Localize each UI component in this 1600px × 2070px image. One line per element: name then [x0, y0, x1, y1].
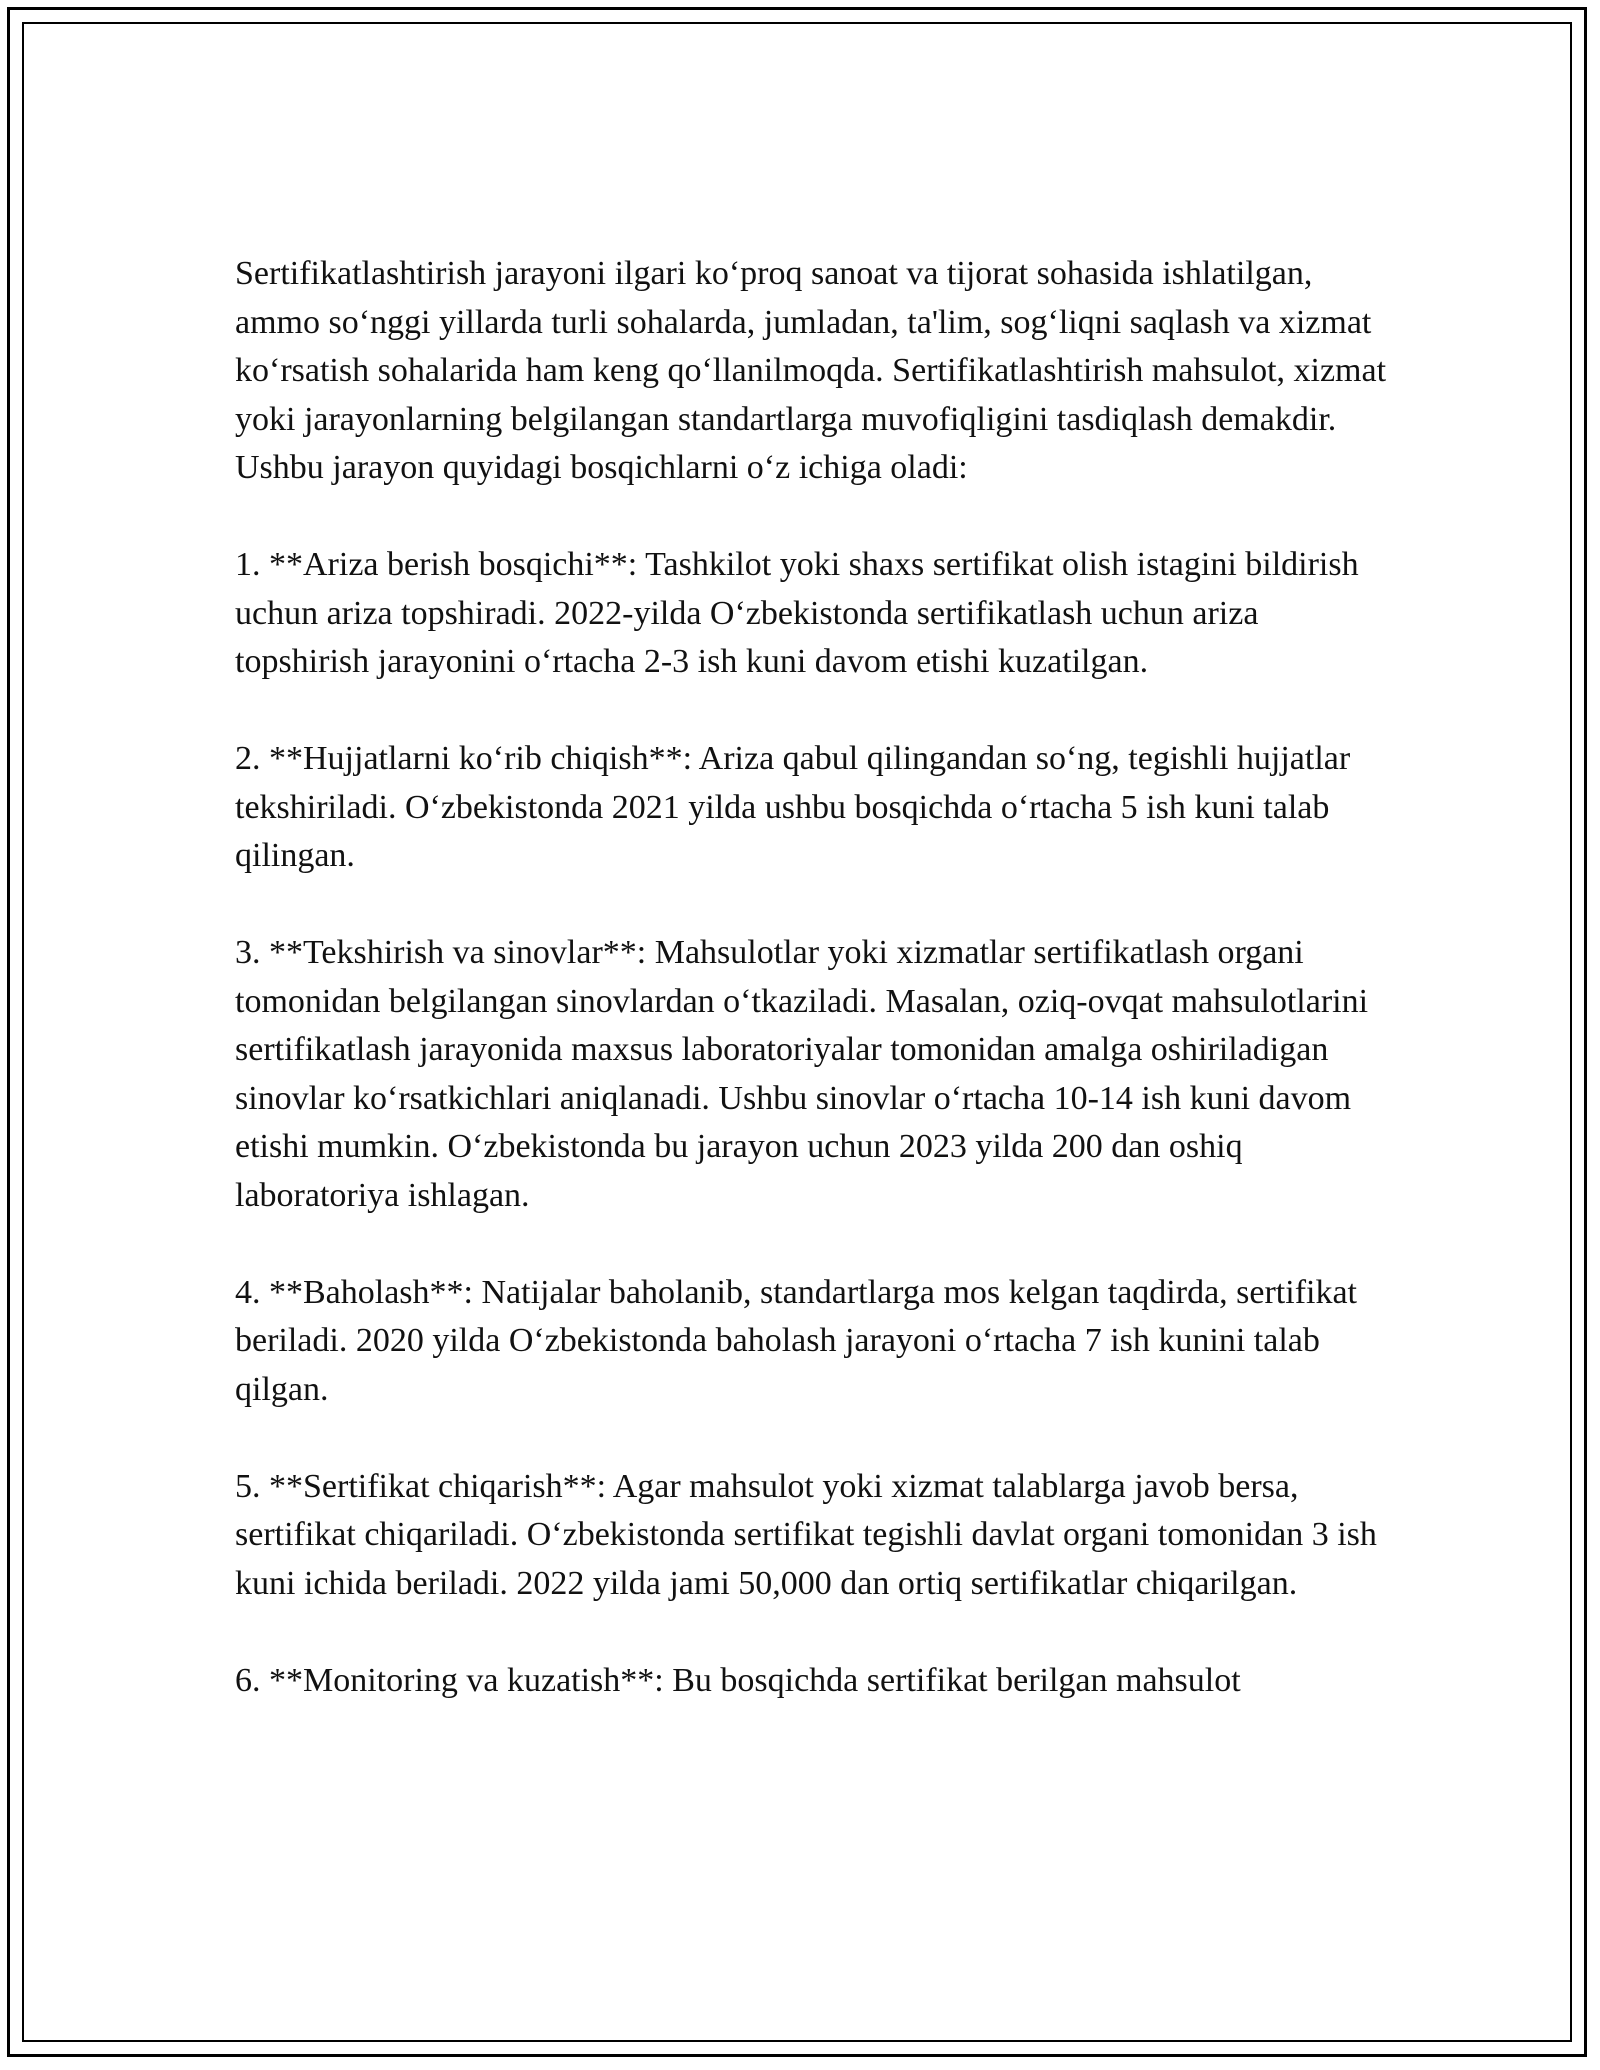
document-body [235, 250, 1395, 1705]
step-6-paragraph: 6. **Monitoring va kuzatish**: Bu bosqichda sertifikat berilgan mahsulot [235, 1661, 1241, 1699]
step-3-paragraph: 3. **Tekshirish va sinovlar**: Mahsulotlar yoki xizmatlar sertifikatlash organi tomonidan belgilangan sinovlardan oʻtkaziladi. Masalan, oziq-ovqat mahsulotlarini sertifikatlash jarayonida maxsus laboratoriyalar tomonidan amalga oshiriladigan sinovlar koʻrsatkichlari aniqlanadi. Ushbu sinovlar oʻrtacha 10-14 ish kuni davom etishi mumkin. Oʻzbekistonda bu jarayon uchun 2023 yilda 200 dan oshiq laboratoriya ishlagan. [235, 934, 1369, 1214]
step-4-paragraph: 4. **Baholash**: Natijalar baholanib, standartlarga mos kelgan taqdirda, sertifikat beriladi. 2020 yilda Oʻzbekistonda baholash jarayoni oʻrtacha 7 ish kunini talab qilgan. [235, 1273, 1357, 1408]
step-1-paragraph: 1. **Ariza berish bosqichi**: Tashkilot yoki shaxs sertifikat olish istagini bildirish uchun ariza topshiradi. 2022-yilda Oʻzbekistonda sertifikatlash uchun ariza topshirish jarayonini oʻrtacha 2-3 ish kuni davom etishi kuzatilgan. [235, 546, 1359, 680]
step-5-paragraph: 5. **Sertifikat chiqarish**: Agar mahsulot yoki xizmat talablarga javob bersa, sertifikat chiqariladi. Oʻzbekistonda sertifikat tegishli davlat organi tomonidan 3 ish kuni ichida beriladi. 2022 yilda jami 50,000 dan ortiq sertifikatlar chiqarilgan. [235, 1467, 1377, 1602]
step-2-paragraph: 2. **Hujjatlarni koʻrib chiqish**: Ariza qabul qilingandan soʻng, tegishli hujjatlar tekshiriladi. Oʻzbekistonda 2021 yilda ushbu bosqichda oʻrtacha 5 ish kuni talab qilingan. [235, 740, 1351, 874]
intro-paragraph: Sertifikatlashtirish jarayoni ilgari koʻproq sanoat va tijorat sohasida ishlatilgan, ammo soʻnggi yillarda turli sohalarda, jumladan, ta'lim, sogʻliqni saqlash va xizmat koʻrsatish sohalarida ham keng qoʻllanilmoqda. Sertifikatlashtirish mahsulot, xizmat yoki jarayonlarning belgilangan standartlarga muvofiqligini tasdiqlash demakdir. Ushbu jarayon quyidagi bosqichlarni oʻz ichiga oladi: [235, 255, 1387, 486]
